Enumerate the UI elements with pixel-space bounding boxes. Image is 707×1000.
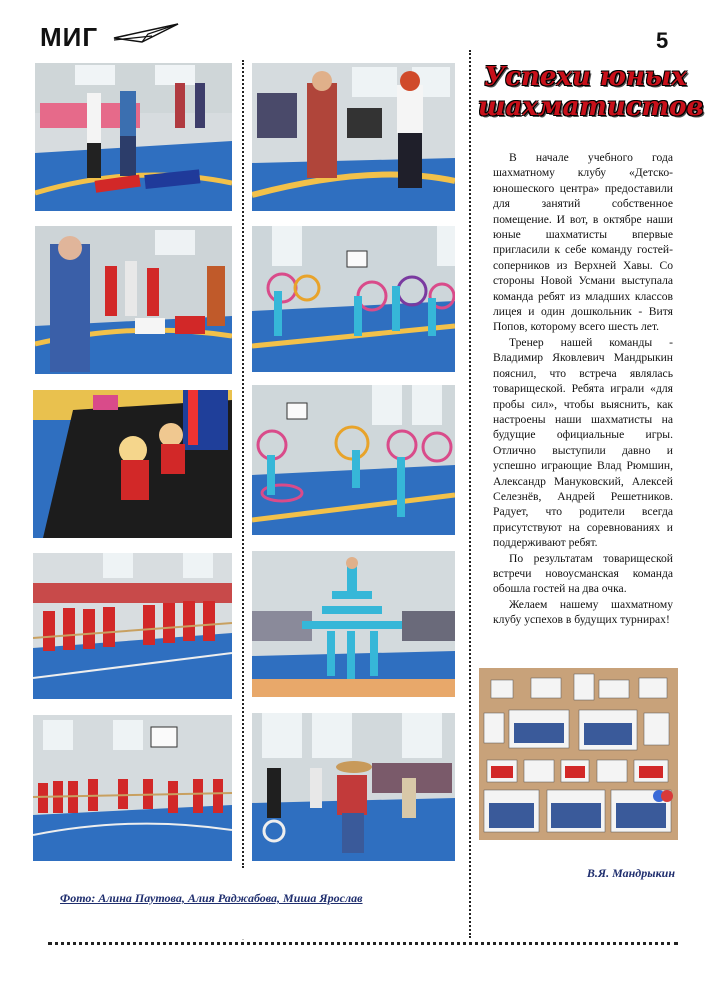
article-author: В.Я. Мандрыкин [586, 866, 675, 880]
article-paragraph: В начале учебного года шахматному клубу «Детско-юношеского центра» предоставили для занятий собственное помещение. И вот, в октябре наши юные шахматисты впервые пригласили к себе команду гостей-соперников из Верхней Хавы. Со стороны Новой Усмани выступала команда ребят из младших классов лицея и один дошкольник - Витя Попов, которому всего шесть лет. [493, 151, 673, 334]
article-body [493, 150, 673, 628]
photo-gym-game-lying-kids [35, 63, 232, 211]
photo-gymnast-pyramid [252, 551, 455, 697]
page-number: 5 [656, 28, 669, 53]
paper-plane-icon [112, 20, 182, 51]
photo-tug-of-war-line [33, 553, 232, 699]
article-paragraph: По результатам товарищеской встречи новоусманская команда обошла гостей на два очка. [493, 551, 673, 596]
newspaper-logo: МИГ [40, 22, 99, 52]
headline-line-1: Успехи юных [484, 62, 687, 92]
photo-hoop-gymnasts-2 [252, 385, 455, 535]
column-divider-left [242, 60, 244, 868]
photo-credits: Фото: Алина Паутова, Алия Раджабова, Миша Ярослав [60, 891, 363, 905]
photo-kids-crawling-on-mat [33, 390, 232, 538]
bottom-divider [48, 942, 678, 945]
photo-unicycle-performers [252, 713, 455, 861]
article-paragraph: Тренер нашей команды - Владимир Яковлевич Мандрыкин пояснил, что встреча являлась товарищеской. Ребята играли «для пробы сил», чтобы выяснить, как настроены наши шахматисты на будущие официальные игры. Отлично выступили давно и успешно играющие Влад Рюмшин, Александр Мануковский, Алексей Селезнёв, Андрей Решетников. Радует, что родители всегда присутствуют на соревнованиях и поддерживают ребят. [493, 335, 673, 550]
photo-hosts-with-microphone [252, 63, 455, 211]
article-paragraph: Желаем нашему шахматному клубу успехов в будущих турнирах! [493, 597, 673, 627]
photo-tug-of-war-pulling [33, 715, 232, 861]
photo-chess-club-collage [479, 668, 678, 840]
photo-hoop-gymnasts-1 [252, 226, 455, 372]
column-divider-right [469, 50, 471, 938]
headline-line-2: шахматистов [478, 92, 704, 122]
article-headline [478, 62, 704, 122]
photo-trainer-kids-on-floor [35, 226, 232, 374]
footer-dot: . [242, 933, 244, 942]
